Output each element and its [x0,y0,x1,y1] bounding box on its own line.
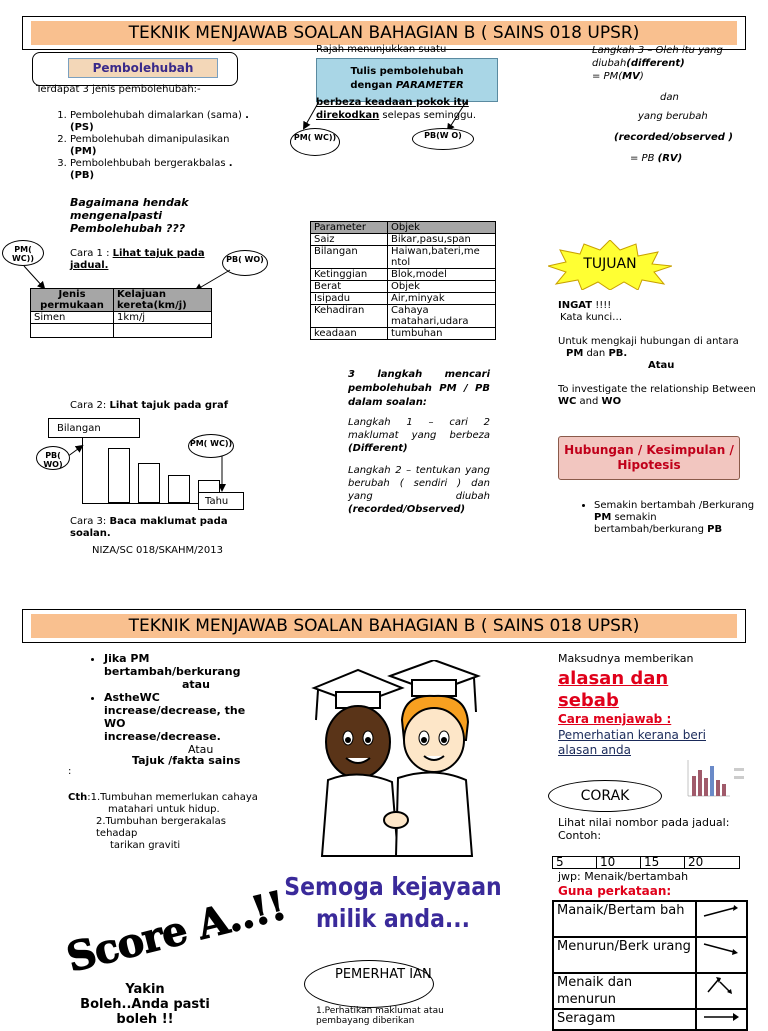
corak-ellipse: CORAK [548,780,662,812]
arrow-flat-icon [700,1010,740,1024]
arrow-cell [696,1009,747,1030]
pemerhatian-ellipse: PEMERHAT IAN [304,960,434,1008]
param-cell: Saiz [311,234,388,246]
jwp-text: jwp: Menaik/bertambah [558,870,689,883]
type-ps: 1. Pembolehubah dimalarkan (sama) .(PS) [70,110,252,134]
table1-cell: 1km/j [114,312,212,324]
page1-title: TEKNIK MENJAWAB SOALAN BAHAGIAN B ( SAINS 018 UPSR) [31,21,737,45]
cara3: Cara 3: Baca maklumat pada soalan. [70,516,228,539]
arrow-cell [696,937,747,973]
question-text: Bagaimana hendak mengenalpasti Pembolehubah ??? [70,196,189,235]
param-cell: Isipadu [311,293,388,305]
ellipse-pb-wo: PB( WO) [222,250,268,276]
colon: : [68,766,72,777]
table1-cell: Simen [31,312,114,324]
table1-header: Kelajuan kereta(km/j) [114,289,212,312]
word-cell: Menurun/Berk urang [553,937,696,973]
footer-code: NIZA/SC 018/SKAHM/2013 [92,545,223,556]
param-cell: Cahaya matahari,udara [388,305,496,328]
alasan-sebab: alasan dan sebab [558,668,669,711]
number-cell: 15 [641,857,685,869]
parameter-callout: Tulis pembolehubah dengan PARAMETER [316,58,498,102]
type-pb: 3. Pembolehbubah bergerakbalas . (PB) [70,158,252,182]
number-cell: 5 [553,857,597,869]
arrow-cell [696,901,747,937]
param-cell: Haiwan,bateri,me ntol [388,246,496,269]
arrow-down-icon [700,938,740,958]
page2-title: TEKNIK MENJAWAB SOALAN BAHAGIAN B ( SAINS 018 UPSR) [31,614,737,638]
semakin-list: • Semakin bertambah /Berkurang PM semakin bertambah/berkurang PB [576,500,756,536]
yakin-block: Yakin Boleh..Anda pasti boleh !! [80,982,210,1027]
arrow-cell [696,973,747,1009]
graph-x-axis [82,503,200,504]
param-cell: tumbuhan [388,328,496,340]
param-cell: Bilangan [311,246,388,269]
graph-y-axis [82,430,83,504]
param-cell: Berat [311,281,388,293]
pemerhatian-note: 1.Perhatikan maklumat atau pembayang diberikan [316,1006,444,1026]
parameter-table [310,221,496,340]
graph-bar [108,448,130,503]
guna-perkataan: Guna perkataan: [558,884,672,898]
numbers-table [552,856,740,869]
page2-bullets: • Jika PM bertambah/berkurang atau • AstheWC increase/decrease, the WO increase/decrease. Atau [86,652,246,756]
table1-cell [31,324,114,338]
table-example1 [30,288,212,338]
param-cell: Objek [388,281,496,293]
cara2: Cara 2: Lihat tajuk pada graf [70,400,229,411]
ingat-block: INGAT !!!! Kata kunci… Untuk mengkaji hubungan di antara PM dan PB. Atau To investigate the relationship Between WC and WO [558,300,756,407]
langkah1: Langkah 1 – cari 2 maklumat yang berbeza (Different) [348,417,490,454]
hubungan-scroll: Hubungan / Kesimpulan / Hipotesis [558,436,740,480]
mid-ellipse-pm: PM( WC)) [290,128,340,156]
words-table [552,900,748,1031]
mid-text: berbeza keadaan pokok itu direkodkan selepas seminggu. [316,97,477,121]
param-cell: Bikar,pasu,span [388,234,496,246]
param-cell: Blok,model [388,269,496,281]
lihat-nilai: Lihat nilai nombor pada jadual: Contoh: [558,816,730,842]
maksudnya-text: Maksudnya memberikan [558,652,694,665]
pemerhatian-kerana: Pemerhatian kerana beri alasan anda [558,728,706,757]
table1-header: Jenis permukaan [31,289,114,312]
word-cell: Seragam [553,1009,696,1030]
mid-ellipse-pb: PB(W O) [412,128,474,150]
word-cell: Manaik/Bertam bah [553,901,696,937]
semoga-text: Semoga kejayaan milik anda... [284,872,502,934]
graph-bar [168,475,190,503]
score-a-text: Score A..!! [62,881,291,982]
number-cell: 20 [685,857,740,869]
graph-pb-ellipse: PB( WO) [36,446,70,470]
cth-block: Cth:1.Tumbuhan memerlukan cahaya matahari untuk hidup. 2.Tumbuhan bergerakalas tehadap tarikan graviti [68,792,258,851]
arrow-updown-icon [700,974,740,998]
graph-ylabel: Bilangan [48,418,140,438]
langkah3: Langkah 3 – Oleh itu yang diubah(different) = PM(MV) dan yang berubah (recorded/observed ) = PB (RV) [592,45,733,164]
table1-cell [114,324,212,338]
ellipse-pm-wc: PM( WC)) [2,240,44,266]
param-cell: Ketinggian [311,269,388,281]
mid-text-top: Rajah menunjukkan suatu [316,44,447,55]
pembolehubah-label: Pembolehubah [68,58,218,78]
cara-menjawab: Cara menjawab : [558,712,672,726]
graph-bar [138,463,160,503]
param-header: Objek [388,222,496,234]
langkah2: Langkah 2 – tentukan yang berubah ( sendiri ) dan yang diubah (recorded/Observed) [348,465,490,515]
page2-title-box [22,609,746,643]
number-cell: 10 [597,857,641,869]
cara1: Cara 1 : Lihat tajuk pada jadual. [70,248,205,271]
word-cell: Menaik dan menurun [553,973,696,1009]
mini-chart-thumbnail [676,756,748,802]
param-cell: Air,minyak [388,293,496,305]
tujuan-label: TUJUAN [583,256,637,272]
param-header: Parameter [311,222,388,234]
param-cell: Kehadiran [311,305,388,328]
graph-xlabel: Tahu [198,492,244,510]
graduates-illustration [306,660,482,860]
type-pm: 2. Pembolehubah dimanipulasikan (PM) [70,134,252,158]
param-cell: keadaan [311,328,388,340]
langkah-title: 3 langkah mencari pembolehubah PM / PB dalam soalan: [348,369,490,408]
intro-text: Terdapat 3 jenis pembolehubah:- [36,84,201,95]
tajuk-fakta: Tajuk /fakta sains [132,754,241,767]
arrow-up-icon [700,902,740,922]
graph-pm-ellipse: PM( WC)) [188,434,234,458]
